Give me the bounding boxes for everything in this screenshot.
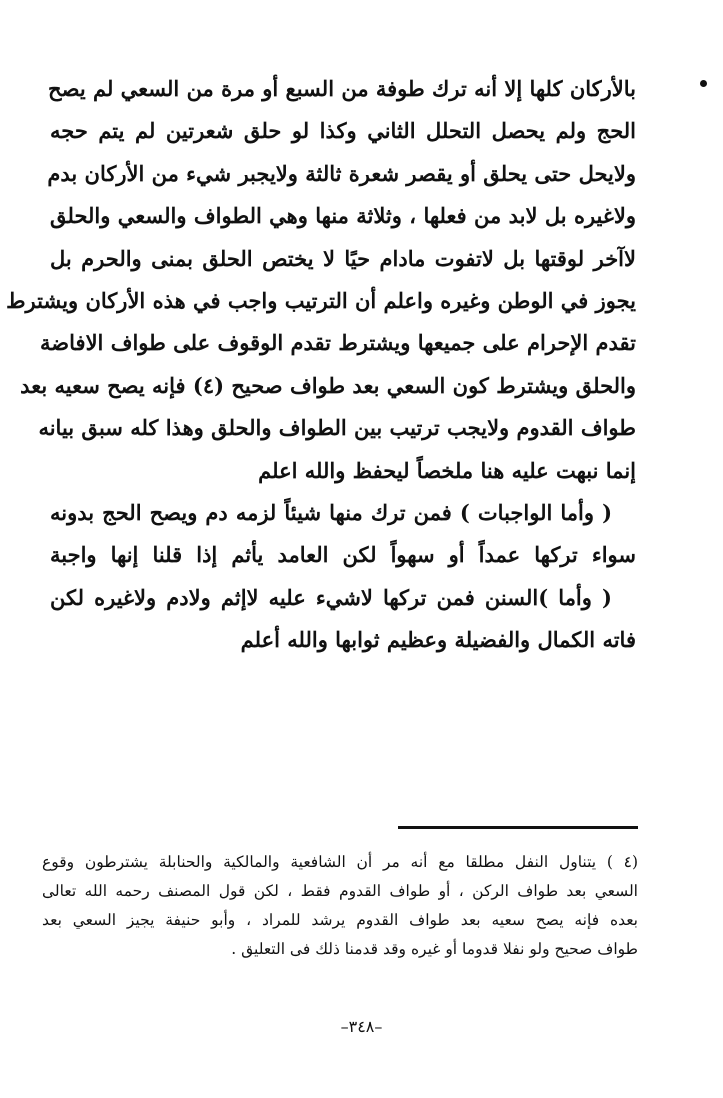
- main-line: تقدم الإحرام على جميعها ويشترط تقدم الوقوف على طواف الافاضة: [40, 330, 636, 356]
- footnote-line: (٤ ) يتناول النفل مطلقا مع أنه مر أن الشافعية والمالكية والحنابلة يشترطون وقوع: [42, 853, 638, 871]
- main-line: ولاغيره بل لابد من فعلها ، وثلاثة منها وهي الطواف والسعي والحلق: [50, 203, 636, 229]
- margin-mark: [700, 80, 707, 87]
- page-number: –٣٤٨–: [340, 1017, 383, 1036]
- main-line: يجوز في الوطن وغيره واعلم أن الترتيب واجب في هذه الأركان ويشترط: [6, 287, 636, 313]
- footnote-line: طواف صحيح ولو نفلا قدوما أو غيره وقد قدمنا ذلك فى التعليق .: [231, 940, 638, 958]
- footnote-line: السعي بعد طواف الركن ، أو طواف القدوم فقط ، لكن قول المصنف رحمه الله تعالى: [42, 882, 638, 900]
- main-line: طواف القدوم ولايجب ترتيب بين الطواف والحلق وهذا كله سبق بيانه: [38, 415, 636, 441]
- main-line: فاته الكمال والفضيلة وعظيم ثوابها والله أعلم: [240, 627, 636, 653]
- footnote-divider: [398, 826, 638, 829]
- main-line: ولايحل حتى يحلق أو يقصر شعرة ثالثة ولايجبر شيء من الأركان بدم: [47, 160, 636, 186]
- footnotes: [42, 848, 638, 964]
- main-line: سواء تركها عمداً أو سهواً لكن العامد يأثم إذا قلنا إنها واجبة: [50, 542, 636, 568]
- main-line: بالأركان كلها إلا أنه ترك طوفة من السبع أو مرة من السعي لم يصح: [48, 76, 636, 101]
- main-line: الحج ولم يحصل التحلل الثاني وكذا لو حلق شعرتين لم يتم حجه: [50, 118, 636, 144]
- main-line: لاآخر لوقتها بل لاتفوت مادام حيًا لا يختص الحلق بمنى والحرم بل: [50, 245, 636, 271]
- main-line: إنما نبهت عليه هنا ملخصاً ليحفظ والله اعلم: [258, 457, 636, 483]
- main-text: [6, 68, 636, 661]
- footnote-line: بعده فإنه يصح سعيه بعد طواف القدوم يرشد للمراد ، وأبو حنيفة يجيز السعي بعد: [42, 911, 638, 929]
- main-line: ( وأما الواجبات ) فمن ترك منها شيئاً لزمه دم ويصح الحج بدونه: [50, 499, 612, 525]
- main-line: ( وأما )السنن فمن تركها لاشيء عليه لاإثم ولادم ولاغيره لكن: [50, 584, 612, 610]
- main-line: والحلق ويشترط كون السعي بعد طواف صحيح (٤) فإنه يصح سعيه بعد: [20, 372, 636, 398]
